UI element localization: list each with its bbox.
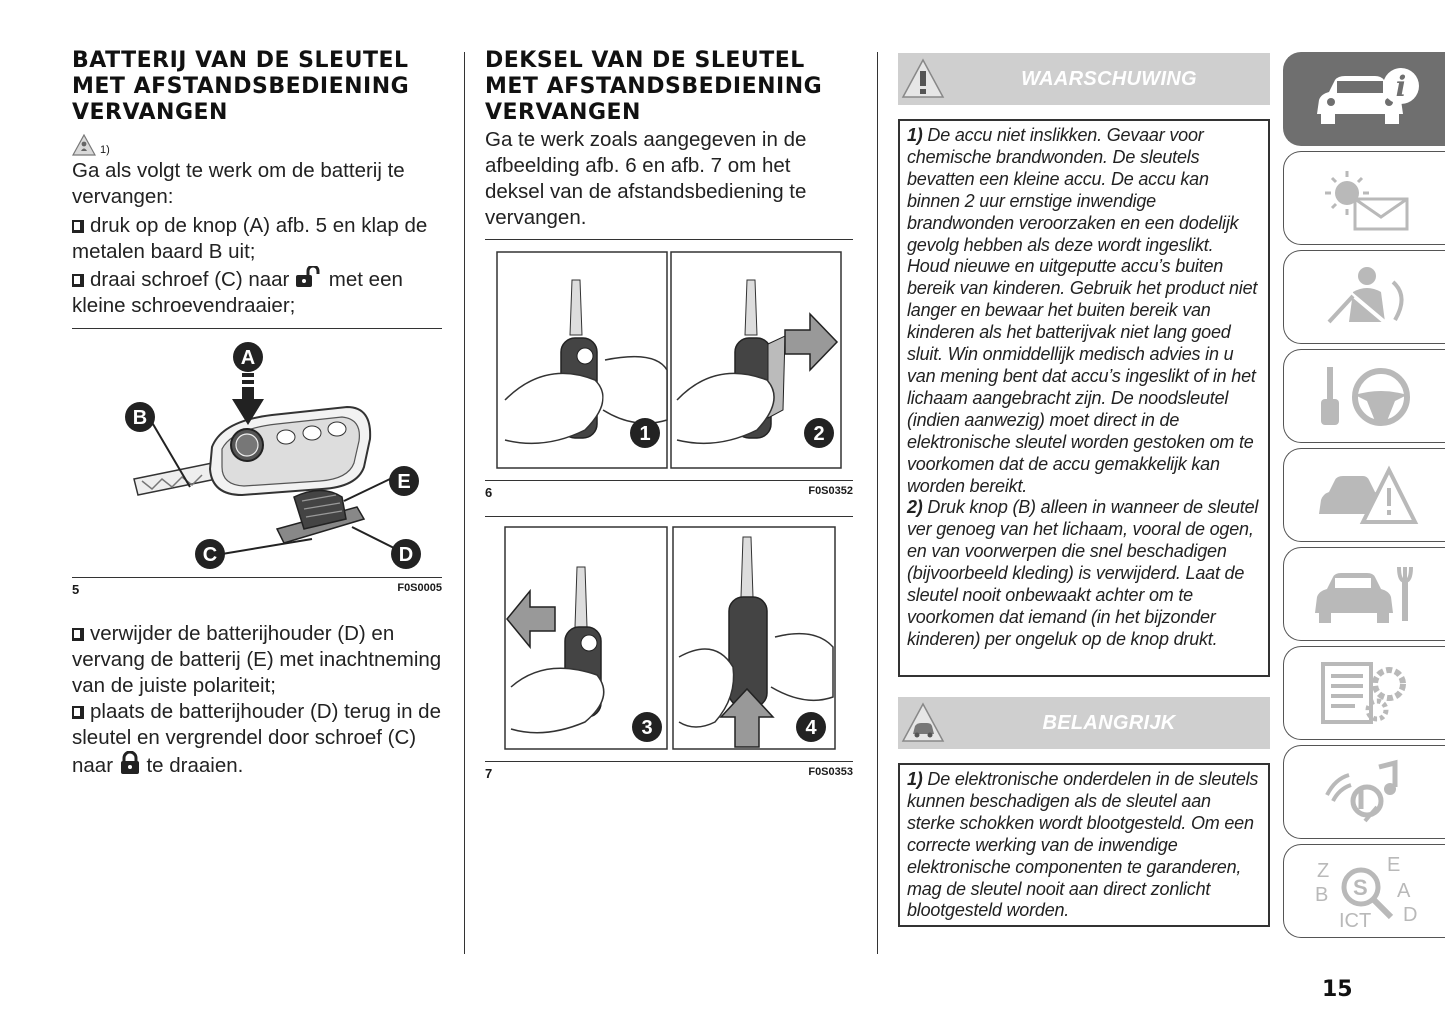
tab-maintenance[interactable]	[1283, 547, 1445, 641]
tab-car-info[interactable]	[1283, 52, 1445, 146]
svg-text:2: 2	[813, 423, 825, 445]
figure-code: F0S0353	[808, 766, 853, 778]
svg-text:A: A	[1396, 880, 1410, 902]
battery-intro: Ga als volgt te werk om de batterij te vervangen:	[72, 159, 405, 208]
svg-text:Z: Z	[1316, 860, 1329, 882]
figure-6	[485, 239, 853, 481]
cover-intro: Ga te werk zoals aangegeven in de afbeelding afb. 6 en afb. 7 om het deksel van de afstandsbediening te vervangen.	[485, 128, 807, 229]
figure-code: F0S0005	[397, 582, 442, 594]
figure-code: F0S0352	[808, 485, 853, 497]
bullet-icon	[72, 706, 84, 719]
cover-section-title: DEKSEL VAN DE SLEUTEL MET AFSTANDSBEDIENING VERVANGEN	[485, 48, 823, 125]
key-battery-illustration	[72, 329, 442, 577]
tab-emergency[interactable]	[1283, 448, 1445, 542]
svg-text:3: 3	[641, 717, 653, 739]
car-info-icon	[1305, 64, 1425, 134]
tab-multimedia[interactable]	[1283, 745, 1445, 839]
tab-safety[interactable]	[1283, 250, 1445, 344]
tab-index[interactable]	[1283, 844, 1445, 938]
index-icon	[1305, 851, 1425, 931]
svg-text:i: i	[1395, 70, 1406, 103]
emergency-icon	[1305, 460, 1425, 530]
warning-triangle-icon	[898, 53, 948, 105]
page-number: 15	[1322, 977, 1353, 1002]
battery-section	[72, 48, 442, 779]
callout-e	[389, 466, 419, 496]
important-header	[898, 697, 1270, 749]
figure-5	[72, 328, 442, 578]
column-divider-1	[464, 52, 465, 954]
figure-7	[485, 516, 853, 762]
cover-steps-3-4-illustration	[485, 517, 853, 761]
figure-number: 5	[72, 582, 80, 597]
figure-number: 6	[485, 485, 493, 500]
tab-warning-lights[interactable]	[1283, 151, 1445, 245]
callout-b	[125, 402, 155, 432]
unlock-icon	[295, 266, 323, 288]
figure-number: 7	[485, 766, 493, 781]
battery-step-3: verwijder de batterijhouder (D) en vervang de batterij (E) met inachtneming van de juiste polariteit;	[72, 622, 442, 697]
tab-technical-data[interactable]	[1283, 646, 1445, 740]
svg-text:ICT: ICT	[1338, 910, 1371, 931]
svg-text:B: B	[1314, 884, 1328, 906]
svg-text:E: E	[397, 471, 411, 493]
notes-column	[898, 53, 1270, 927]
cover-section	[485, 48, 855, 781]
battery-step-1: druk op de knop (A) afb. 5 en klap de metalen baard B uit;	[72, 214, 428, 263]
bullet-icon	[72, 220, 84, 233]
warning-header	[898, 53, 1270, 105]
svg-text:4: 4	[805, 717, 817, 739]
bullet-icon	[72, 628, 84, 641]
warning-note-2: 2) Druk knop (B) alleen in wanneer de sleutel ver genoeg van het lichaam, vooral de ogen, en van voorwerpen die snel beschadigen (bijvoorbeeld kleding) is verwijderd. Laat de sleutel nooit onbewaakt achter om te voorkomen dat iemand (in het bijzonder kinderen) per ongeluk op de knop drukt.	[907, 497, 1259, 649]
important-car-icon	[898, 697, 948, 749]
warning-reference-number: 1)	[100, 144, 110, 156]
warning-light-icon	[1305, 163, 1425, 233]
important-title: BELANGRIJK	[1042, 711, 1176, 734]
callout-a	[233, 342, 263, 372]
warning-triangle-icon	[72, 134, 96, 156]
svg-text:B: B	[132, 407, 148, 429]
figure-6-caption	[485, 481, 853, 500]
svg-text:S: S	[1352, 875, 1368, 900]
warning-box	[898, 119, 1270, 677]
warning-reference[interactable]	[72, 128, 442, 156]
svg-text:D: D	[1402, 904, 1417, 926]
svg-text:D: D	[398, 544, 414, 566]
bullet-icon	[72, 274, 84, 287]
svg-text:A: A	[240, 347, 256, 369]
svg-text:C: C	[202, 544, 218, 566]
technical-data-icon	[1305, 658, 1425, 728]
battery-section-title: BATTERIJ VAN DE SLEUTEL MET AFSTANDSBEDIENING VERVANGEN	[72, 48, 410, 125]
important-note-1: 1) De elektronische onderdelen in de sleutels kunnen beschadigen als de sleutel aan sterke schokken wordt blootgesteld. Om een correcte werking van de inwendige elektronische componenten te garanderen, mag de sleutel nooit aan direct zonlicht blootgesteld worden.	[907, 769, 1259, 921]
callout-c	[195, 539, 225, 569]
callout-d	[391, 539, 421, 569]
figure-7-caption	[485, 762, 853, 781]
chapter-tabs	[1283, 52, 1445, 943]
battery-step-4: plaats de batterijhouder (D) terug in de sleutel en vergrendel door schroef (C) naar te draaien.	[72, 700, 441, 777]
column-divider-2	[877, 52, 878, 954]
multimedia-icon	[1305, 757, 1425, 827]
svg-text:E: E	[1386, 854, 1400, 876]
warning-title: WAARSCHUWING	[1021, 67, 1197, 90]
svg-text:1: 1	[639, 423, 651, 445]
seatbelt-airbag-icon	[1305, 262, 1425, 332]
battery-step-2: draai schroef (C) naar met een kleine schroevendraaier;	[72, 268, 403, 317]
key-steering-icon	[1305, 361, 1425, 431]
warning-note-1: 1) De accu niet inslikken. Gevaar voor chemische brandwonden. De sleutels bevatten een kleine accu. De accu kan binnen 2 uur ernstige inwendige brandwonden veroorzaken en een dodelijk gevolg hebben als deze wordt ingeslikt. Houd nieuwe en uitgeputte accu’s buiten bereik van kinderen. Gebruik het product niet langer en bewaar het buiten bereik van kinderen als het batterijvak niet lang goed sluit. Win onmiddellijk medisch advies in u van mening bent dat accu’s ingeslikt of in het lichaam aangebracht zijn. De noodsleutel (indien aanwezig) moet direct in de elektronische sleutel worden gestoken om te voorkomen dat de accu gemakkelijk kan worden bereikt.	[907, 125, 1258, 496]
important-box	[898, 763, 1270, 927]
maintenance-icon	[1305, 559, 1425, 629]
cover-steps-1-2-illustration	[485, 240, 853, 480]
lock-icon	[119, 751, 141, 775]
tab-starting-driving[interactable]	[1283, 349, 1445, 443]
figure-5-caption	[72, 578, 442, 597]
